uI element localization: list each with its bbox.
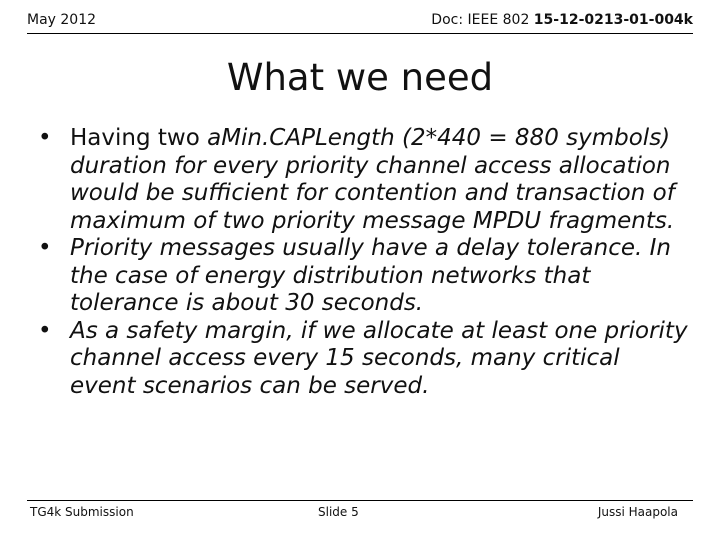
header-document-id bbox=[431, 12, 693, 28]
doc-prefix: Doc: IEEE 802 bbox=[431, 12, 534, 28]
footer-divider bbox=[27, 500, 693, 501]
slide-title: What we need bbox=[226, 56, 494, 99]
bullet-item bbox=[30, 318, 690, 401]
bullet-text: aMin.CAPLength (2*440 = 880 symbols) duration for every priority channel access allocation would be sufficient for contention and transaction of maximum of two priority message MPDU fragments. bbox=[70, 125, 675, 234]
bullet-list bbox=[30, 125, 690, 400]
bullet-lead-text: Having two bbox=[70, 125, 208, 151]
header-date: May 2012 bbox=[27, 12, 97, 28]
bullet-dot-icon: • bbox=[38, 125, 52, 151]
bullet-text: As a safety margin, if we allocate at least one priority channel access every 15 seconds, many critical event scenarios can be served. bbox=[70, 317, 688, 399]
footer-slide-number: Slide 5 bbox=[318, 505, 359, 519]
bullet-item bbox=[30, 235, 690, 318]
footer-submission: TG4k Submission bbox=[30, 505, 134, 519]
bullet-item bbox=[30, 125, 690, 235]
doc-number: 15-12-0213-01-004k bbox=[533, 12, 693, 28]
bullet-text: Priority messages usually have a delay tolerance. In the case of energy distribution networks that tolerance is about 30 seconds. bbox=[70, 235, 672, 316]
footer-author: Jussi Haapola bbox=[597, 505, 678, 519]
bullet-dot-icon: • bbox=[38, 235, 52, 261]
header-divider bbox=[27, 33, 693, 34]
bullet-dot-icon: • bbox=[38, 317, 52, 344]
